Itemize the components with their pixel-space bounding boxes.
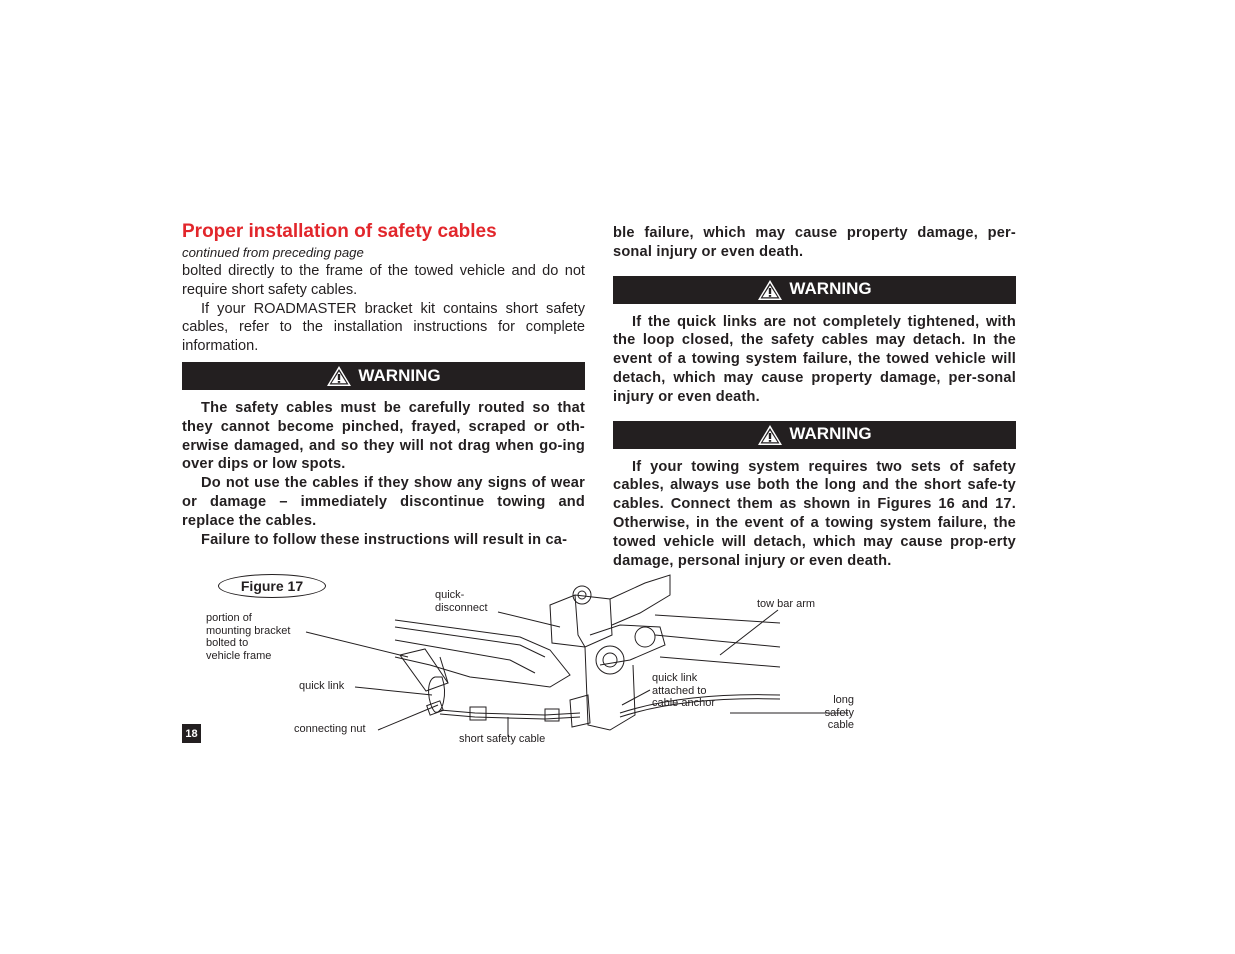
page-number: 18 bbox=[182, 724, 201, 743]
mounting-bracket-drawing bbox=[395, 620, 570, 691]
label-mounting-bracket: portion of mounting bracket bolted to vehicle frame bbox=[206, 612, 291, 662]
left-column bbox=[182, 220, 585, 549]
warning-paragraph-two-sets: If your towing system requires two sets of safety cables, always use both the long and the short safe-ty cables. Connect them as shown in Figures 16 and 17. Otherwise, in the event of a towing system failure, the towed vehicle will detach, which may cause prop-erty damage, personal injury or even death. bbox=[613, 458, 1016, 569]
right-column bbox=[613, 224, 1016, 570]
figure-title: Figure 17 bbox=[218, 574, 326, 598]
warning-triangle-icon bbox=[326, 365, 352, 387]
quick-link-drawing bbox=[427, 677, 445, 715]
warning-triangle-icon bbox=[757, 279, 783, 301]
label-tow-bar-arm: tow bar arm bbox=[757, 598, 816, 610]
continued-note: continued from preceding page bbox=[182, 245, 364, 260]
label-quick-link-anchor: quick link attached to cable anchor bbox=[652, 672, 715, 710]
short-safety-cable-drawing bbox=[440, 707, 580, 721]
label-short-safety-cable: short safety cable bbox=[459, 733, 546, 745]
warning-triangle-icon bbox=[757, 424, 783, 446]
label-connecting-nut: connecting nut bbox=[294, 723, 366, 735]
label-quick-link: quick link bbox=[299, 680, 345, 692]
warning-banner bbox=[613, 276, 1016, 304]
warning-paragraph-routing: The safety cables must be carefully routed so that they cannot become pinched, frayed, scraped or oth-erwise damaged, and so they will not drag when go-ing over dips or low spots. bbox=[182, 399, 585, 473]
intro-paragraph: bolted directly to the frame of the towed vehicle and do not require short safety cables. bbox=[182, 263, 585, 298]
warning-banner bbox=[182, 362, 585, 390]
warning-label: WARNING bbox=[789, 279, 872, 299]
continued-paragraph: ble failure, which may cause property damage, per-sonal injury or even death. bbox=[613, 225, 1016, 260]
leader-lines bbox=[306, 610, 848, 737]
label-quick-disconnect: quick- disconnect bbox=[435, 589, 488, 614]
label-long-safety-cable: long safety cable bbox=[824, 694, 854, 732]
warning-banner bbox=[613, 421, 1016, 449]
warning-label: WARNING bbox=[789, 424, 872, 444]
warning-paragraph-wear: Do not use the cables if they show any signs of wear or damage – immediately discontinue towing and replace the cables. bbox=[182, 475, 585, 529]
warning-paragraph-quick-links: If the quick links are not completely tightened, with the loop closed, the safety cables may detach. In the event of a towing system failure, the towed vehicle will detach, which may cause property damage, per-sonal injury or even death. bbox=[613, 313, 1016, 405]
section-heading: Proper installation of safety cables bbox=[182, 221, 497, 242]
bracket-kit-paragraph: If your ROADMASTER bracket kit contains short safety cables, refer to the installation instructions for complete information. bbox=[182, 300, 585, 355]
warning-label: WARNING bbox=[358, 365, 441, 385]
warning-paragraph-failure: Failure to follow these instructions will result in ca- bbox=[201, 531, 568, 548]
